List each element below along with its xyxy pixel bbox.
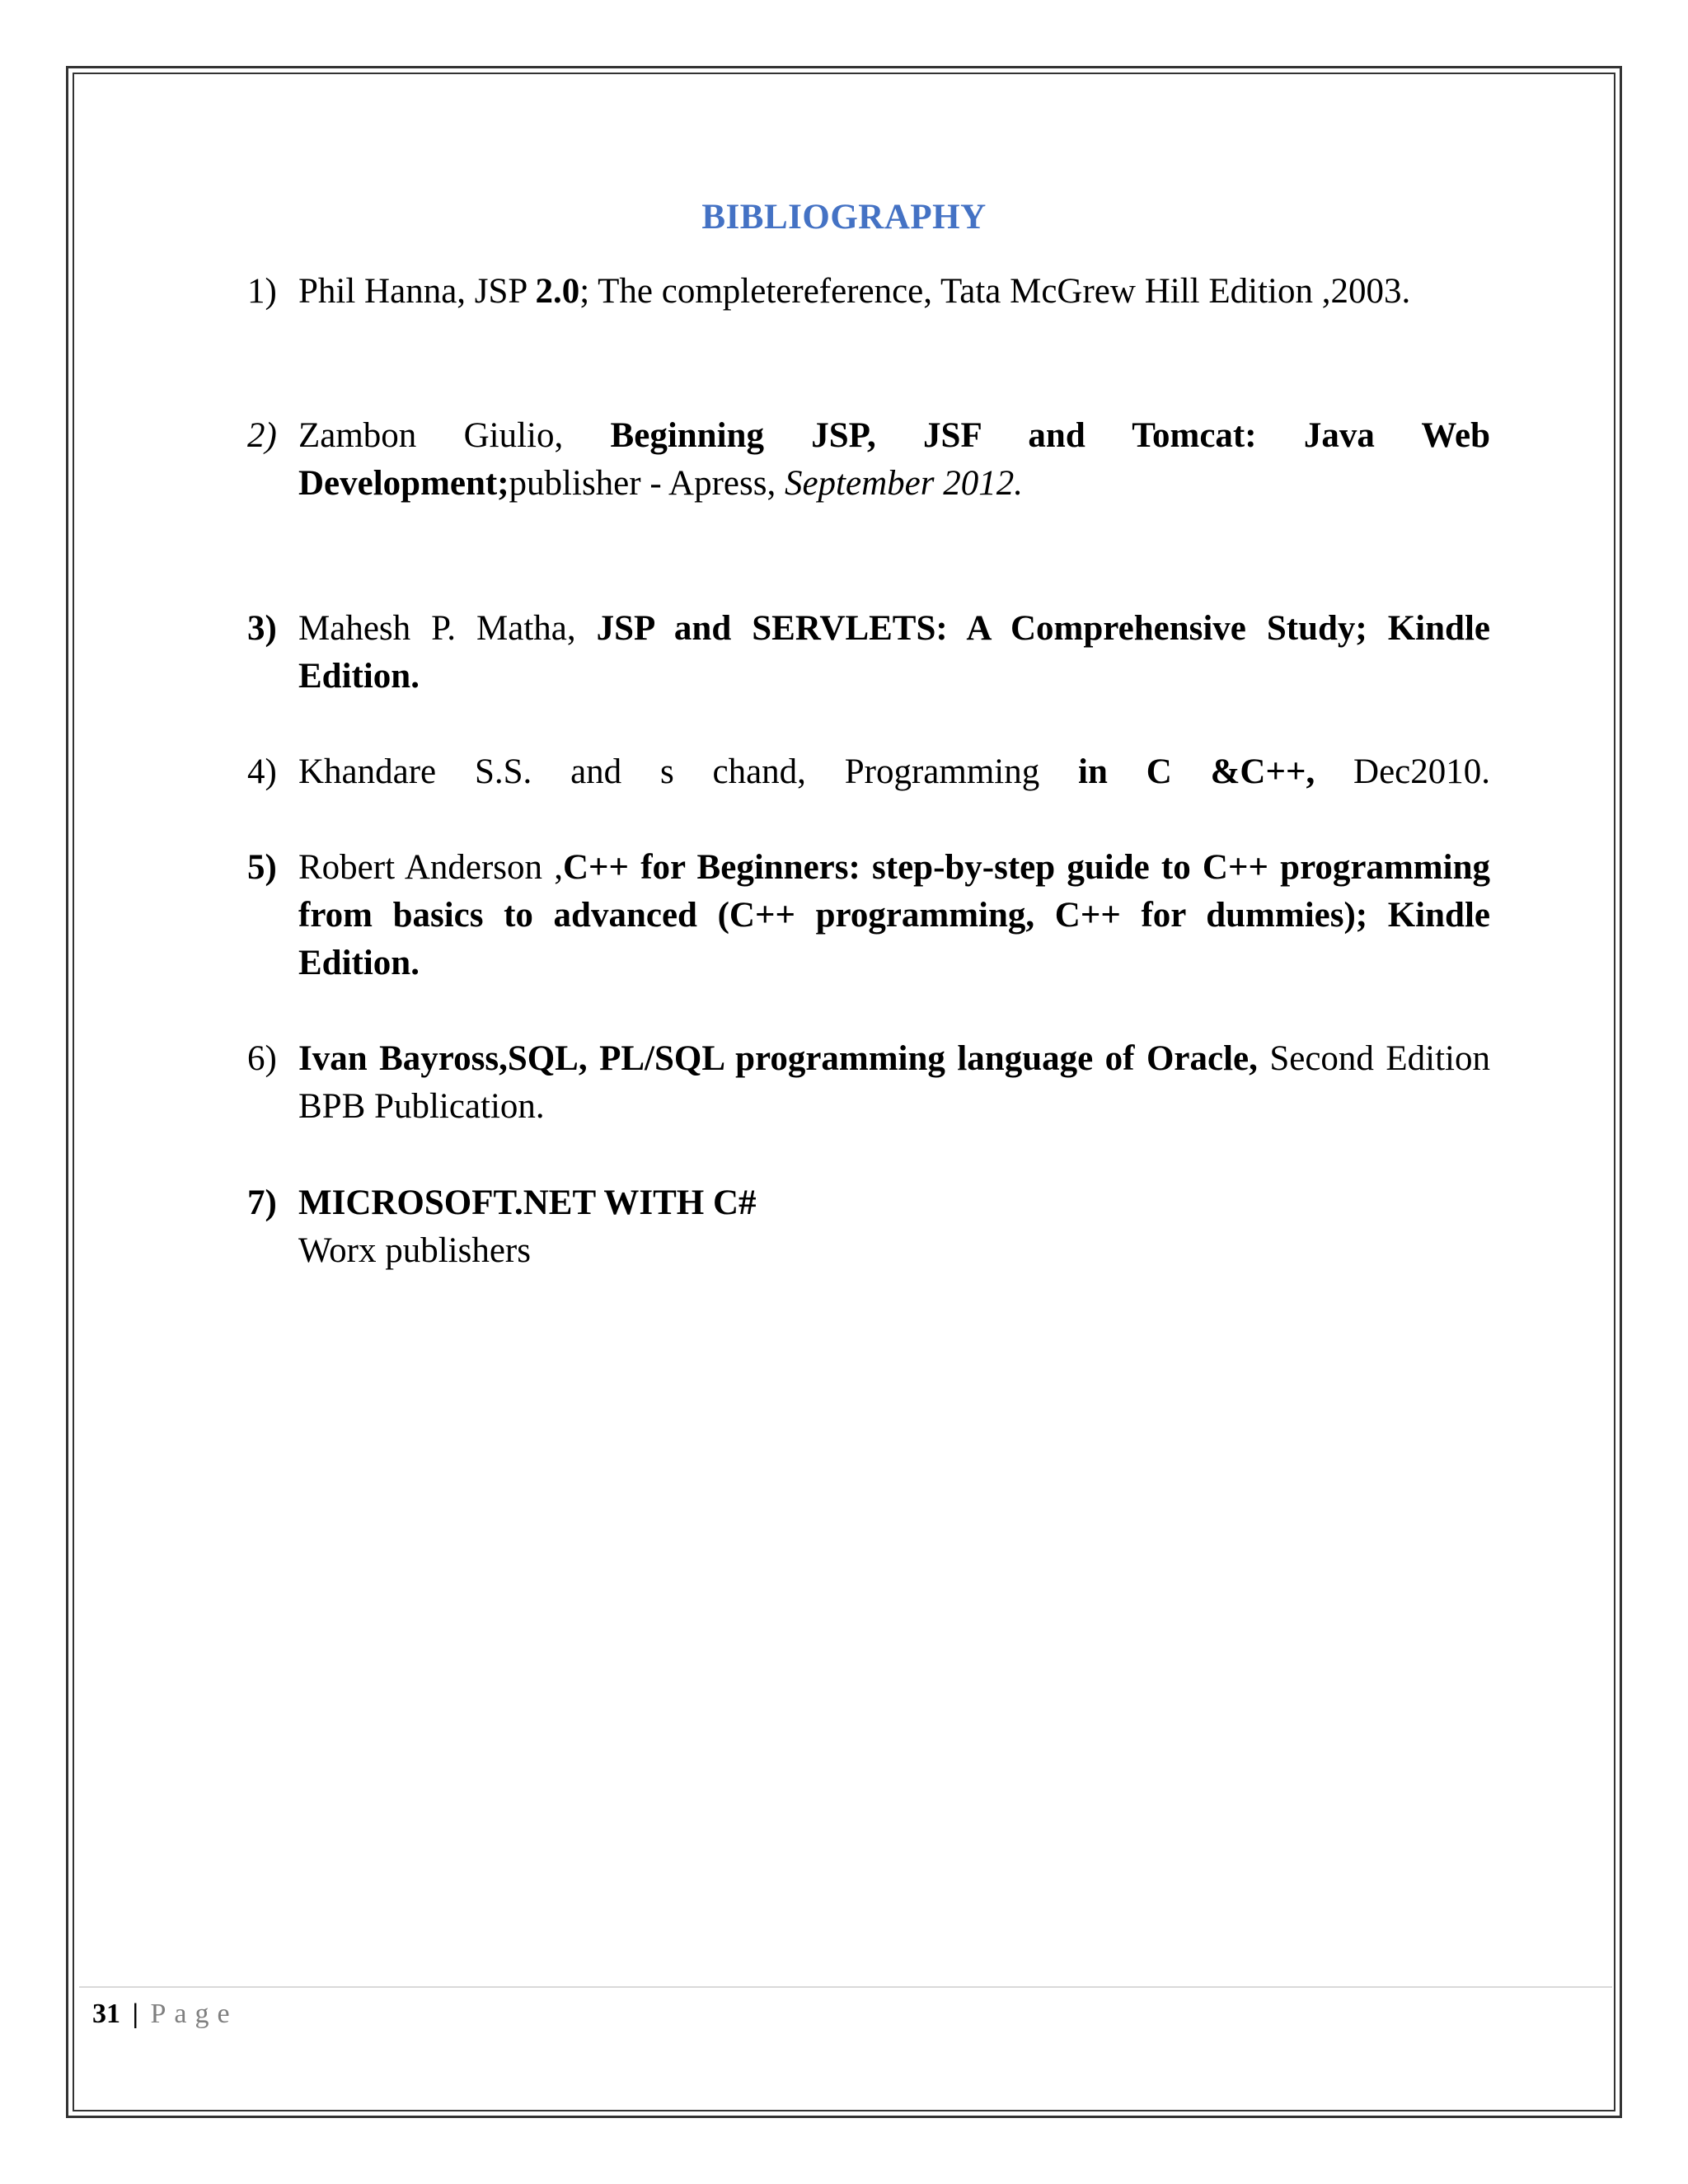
entry-text: MICROSOFT.NET WITH C# Worx publishers [298,1183,757,1270]
bibliography-entry-1 [247,268,1490,316]
page-footer [92,1996,238,2032]
entry-number: 7) [247,1183,277,1222]
entry-text: Khandare S.S. and s chand, Programming in C &C++, Dec2010. [298,752,1491,791]
entry-text: Robert Anderson ,C++ for Beginners: step-by-step guide to C++ programming from basics to advanced (C++ programming, C++ for dummies); Kindle Edition. [298,848,1490,982]
entry-number: 2) [247,416,277,455]
entry-text: Ivan Bayross,SQL, PL/SQL programming language of Oracle, Second Edition BPB Publication. [298,1039,1490,1126]
bibliography-entry-7 [247,1179,1490,1275]
entry-number: 6) [247,1039,277,1078]
entry-text: Mahesh P. Matha, JSP and SERVLETS: A Comprehensive Study; Kindle Edition. [298,609,1490,696]
entry-number: 5) [247,848,277,887]
bibliography-entry-2 [247,412,1490,508]
footer-divider [79,1986,1612,1988]
page-number: 31 [92,1999,120,2029]
entry-number: 4) [247,752,277,791]
entry-text: Phil Hanna, JSP 2.0; The completereference, Tata McGrew Hill Edition ,2003. [298,272,1411,311]
footer-separator: | [132,1999,138,2029]
entry-text: Zambon Giulio, Beginning JSP, JSF and Tomcat: Java Web Development;publisher - Apress, September 2012. [298,416,1490,503]
page-label: Page [150,1999,238,2029]
bibliography-entry-4 [247,748,1490,796]
page-title: BIBLIOGRAPHY [701,198,987,237]
entry-number: 3) [247,609,277,648]
entry-number: 1) [247,272,277,311]
bibliography-entry-3 [247,605,1490,701]
bibliography-entry-5 [247,844,1490,987]
bibliography-entry-6 [247,1035,1490,1131]
